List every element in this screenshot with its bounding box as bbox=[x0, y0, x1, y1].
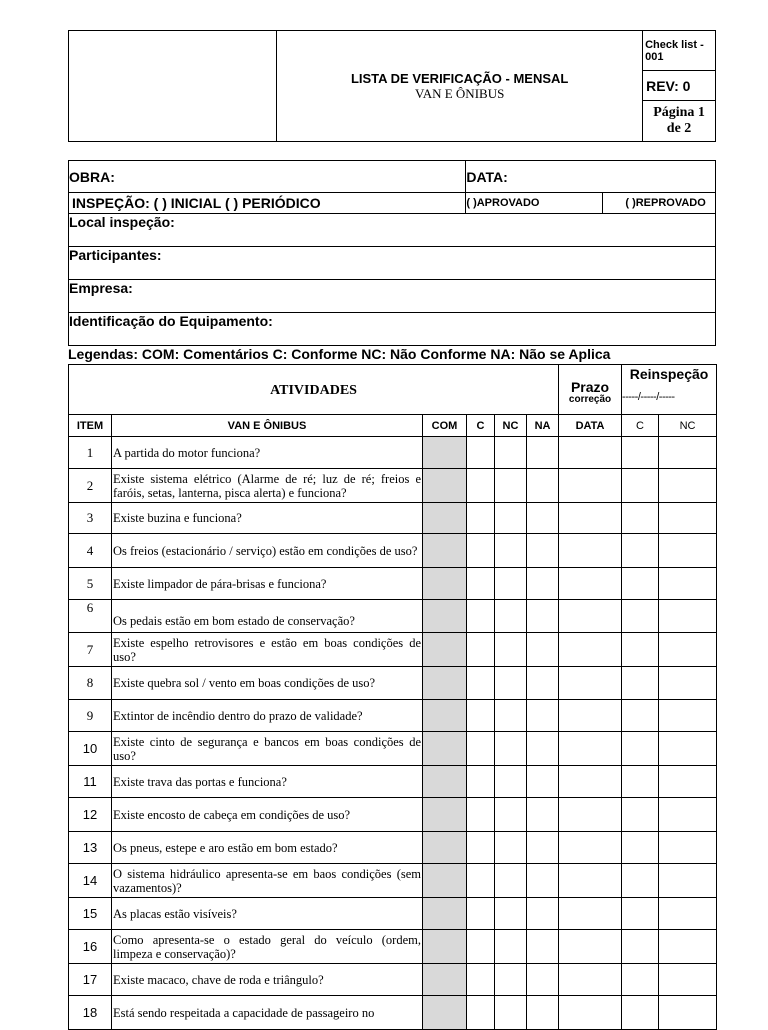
legend: Legendas: COM: Comentários C: Conforme NC: Não Conforme NA: Não se Aplica bbox=[68, 346, 611, 362]
na-cell[interactable] bbox=[527, 766, 559, 798]
table-row bbox=[69, 732, 717, 766]
reinspection-nc-cell[interactable] bbox=[659, 700, 717, 732]
c-cell[interactable] bbox=[467, 568, 495, 600]
c-cell[interactable] bbox=[467, 667, 495, 700]
date-cell[interactable] bbox=[559, 798, 622, 832]
item-number: 4 bbox=[69, 534, 112, 568]
na-cell[interactable] bbox=[527, 700, 559, 732]
reinspection-nc-cell[interactable] bbox=[659, 469, 717, 503]
revision: REV: 0 bbox=[643, 71, 716, 101]
table-row bbox=[69, 930, 717, 964]
column-headers bbox=[69, 415, 717, 437]
nc-cell[interactable] bbox=[495, 996, 527, 1030]
com-cell[interactable] bbox=[423, 469, 467, 503]
date-cell[interactable] bbox=[559, 700, 622, 732]
c-cell[interactable] bbox=[467, 600, 495, 633]
c-cell[interactable] bbox=[467, 798, 495, 832]
com-cell[interactable] bbox=[423, 766, 467, 798]
col-reinsp-nc: NC bbox=[659, 415, 717, 437]
table-row bbox=[69, 667, 717, 700]
item-description: Existe limpador de pára-brisas e funciona? bbox=[112, 568, 423, 600]
reinspection-c-cell[interactable] bbox=[622, 667, 659, 700]
reinspection-nc-cell[interactable] bbox=[659, 832, 717, 864]
reinspection-c-cell[interactable] bbox=[622, 798, 659, 832]
nc-cell[interactable] bbox=[495, 832, 527, 864]
logo-cell bbox=[69, 31, 277, 142]
col-reinsp-c: C bbox=[622, 415, 659, 437]
c-cell[interactable] bbox=[467, 534, 495, 568]
reinspection-nc-cell[interactable] bbox=[659, 503, 717, 534]
nc-cell[interactable] bbox=[495, 700, 527, 732]
com-cell[interactable] bbox=[423, 633, 467, 667]
item-number: 15 bbox=[69, 898, 112, 930]
reinspection-nc-cell[interactable] bbox=[659, 600, 717, 633]
nc-cell[interactable] bbox=[495, 964, 527, 996]
date-cell[interactable] bbox=[559, 600, 622, 633]
date-cell[interactable] bbox=[559, 503, 622, 534]
info-table bbox=[68, 160, 716, 346]
table-row bbox=[69, 832, 717, 864]
reinspection-nc-cell[interactable] bbox=[659, 732, 717, 766]
na-cell[interactable] bbox=[527, 930, 559, 964]
reinspection-c-cell[interactable] bbox=[622, 864, 659, 898]
com-cell[interactable] bbox=[423, 568, 467, 600]
nc-cell[interactable] bbox=[495, 864, 527, 898]
document-subtitle: VAN E ÔNIBUS bbox=[414, 85, 505, 101]
nc-cell[interactable] bbox=[495, 798, 527, 832]
c-cell[interactable] bbox=[467, 503, 495, 534]
com-cell[interactable] bbox=[423, 503, 467, 534]
com-cell[interactable] bbox=[423, 700, 467, 732]
table-row bbox=[69, 996, 717, 1030]
date-cell[interactable] bbox=[559, 930, 622, 964]
col-c: C bbox=[467, 415, 495, 437]
nc-cell[interactable] bbox=[495, 534, 527, 568]
reinspection-c-cell[interactable] bbox=[622, 437, 659, 469]
nc-cell[interactable] bbox=[495, 437, 527, 469]
reinspection-c-cell[interactable] bbox=[622, 469, 659, 503]
date-cell[interactable] bbox=[559, 964, 622, 996]
na-cell[interactable] bbox=[527, 437, 559, 469]
table-row bbox=[69, 700, 717, 732]
item-description: Os pedais estão em bom estado de conservação? bbox=[112, 600, 423, 633]
table-row bbox=[69, 633, 717, 667]
item-description: Existe encosto de cabeça em condições de uso? bbox=[112, 798, 423, 832]
na-cell[interactable] bbox=[527, 964, 559, 996]
na-cell[interactable] bbox=[527, 667, 559, 700]
date-cell[interactable] bbox=[559, 534, 622, 568]
reinspection-nc-cell[interactable] bbox=[659, 898, 717, 930]
com-cell[interactable] bbox=[423, 732, 467, 766]
table-row bbox=[69, 964, 717, 996]
nc-cell[interactable] bbox=[495, 600, 527, 633]
table-row bbox=[69, 600, 717, 633]
item-description: Existe espelho retrovisores e estão em boas condições de uso? bbox=[112, 633, 423, 667]
rejected-checkbox[interactable]: ( )REPROVADO bbox=[603, 193, 716, 214]
title-cell bbox=[277, 31, 643, 142]
com-cell[interactable] bbox=[423, 864, 467, 898]
table-row bbox=[69, 437, 717, 469]
com-cell[interactable] bbox=[423, 667, 467, 700]
item-description: Está sendo respeitada a capacidade de passageiro no bbox=[112, 996, 423, 1030]
nc-cell[interactable] bbox=[495, 732, 527, 766]
col-data: DATA bbox=[559, 415, 622, 437]
reinspection-nc-cell[interactable] bbox=[659, 996, 717, 1030]
reinspection-c-cell[interactable] bbox=[622, 732, 659, 766]
participants-field[interactable]: Participantes: bbox=[69, 247, 716, 280]
com-cell[interactable] bbox=[423, 534, 467, 568]
c-cell[interactable] bbox=[467, 700, 495, 732]
table-row bbox=[69, 534, 717, 568]
com-cell[interactable] bbox=[423, 600, 467, 633]
item-number: 1 bbox=[69, 437, 112, 469]
page-number: Página 1 de 2 bbox=[643, 101, 716, 142]
date-cell[interactable] bbox=[559, 568, 622, 600]
na-cell[interactable] bbox=[527, 568, 559, 600]
reinspection-c-cell[interactable] bbox=[622, 568, 659, 600]
na-cell[interactable] bbox=[527, 996, 559, 1030]
item-number: 13 bbox=[69, 832, 112, 864]
item-number: 7 bbox=[69, 633, 112, 667]
com-cell[interactable] bbox=[423, 798, 467, 832]
c-cell[interactable] bbox=[467, 964, 495, 996]
date-cell[interactable] bbox=[559, 898, 622, 930]
item-number: 10 bbox=[69, 732, 112, 766]
reinspection-nc-cell[interactable] bbox=[659, 534, 717, 568]
reinspection-nc-cell[interactable] bbox=[659, 766, 717, 798]
nc-cell[interactable] bbox=[495, 469, 527, 503]
nc-cell[interactable] bbox=[495, 568, 527, 600]
reinspection-nc-cell[interactable] bbox=[659, 667, 717, 700]
reinspection-c-cell[interactable] bbox=[622, 898, 659, 930]
date-cell[interactable] bbox=[559, 667, 622, 700]
na-cell[interactable] bbox=[527, 898, 559, 930]
table-row bbox=[69, 898, 717, 930]
table-row bbox=[69, 469, 717, 503]
item-description: Extintor de incêndio dentro do prazo de validade? bbox=[112, 700, 423, 732]
na-cell[interactable] bbox=[527, 633, 559, 667]
c-cell[interactable] bbox=[467, 832, 495, 864]
c-cell[interactable] bbox=[467, 864, 495, 898]
na-cell[interactable] bbox=[527, 503, 559, 534]
date-cell[interactable] bbox=[559, 832, 622, 864]
inspection-type-field[interactable]: INSPEÇÃO: ( ) INICIAL ( ) PERIÓDICO bbox=[69, 193, 466, 214]
c-cell[interactable] bbox=[467, 633, 495, 667]
checklist-code: Check list - 001 bbox=[643, 31, 716, 71]
item-number: 12 bbox=[69, 798, 112, 832]
item-number: 2 bbox=[69, 469, 112, 503]
na-cell[interactable] bbox=[527, 832, 559, 864]
item-number: 17 bbox=[69, 964, 112, 996]
c-cell[interactable] bbox=[467, 898, 495, 930]
c-cell[interactable] bbox=[467, 766, 495, 798]
item-description: Existe quebra sol / vento em boas condições de uso? bbox=[112, 667, 423, 700]
date-cell[interactable] bbox=[559, 469, 622, 503]
nc-cell[interactable] bbox=[495, 930, 527, 964]
na-cell[interactable] bbox=[527, 600, 559, 633]
reinspection-c-cell[interactable] bbox=[622, 503, 659, 534]
col-item: ITEM bbox=[69, 415, 112, 437]
data-field[interactable]: DATA: bbox=[466, 161, 716, 193]
item-number: 8 bbox=[69, 667, 112, 700]
header-table bbox=[68, 30, 716, 142]
reinspection-nc-cell[interactable] bbox=[659, 930, 717, 964]
com-cell[interactable] bbox=[423, 996, 467, 1030]
item-number: 9 bbox=[69, 700, 112, 732]
table-row bbox=[69, 766, 717, 798]
date-cell[interactable] bbox=[559, 864, 622, 898]
na-cell[interactable] bbox=[527, 732, 559, 766]
item-description: Existe cinto de segurança e bancos em boas condições de uso? bbox=[112, 732, 423, 766]
item-number: 5 bbox=[69, 568, 112, 600]
item-description: Existe macaco, chave de roda e triângulo? bbox=[112, 964, 423, 996]
obra-field[interactable]: OBRA: bbox=[69, 161, 466, 193]
col-na: NA bbox=[527, 415, 559, 437]
date-cell[interactable] bbox=[559, 732, 622, 766]
na-cell[interactable] bbox=[527, 534, 559, 568]
col-van: VAN E ÔNIBUS bbox=[112, 415, 423, 437]
date-cell[interactable] bbox=[559, 633, 622, 667]
document-title: LISTA DE VERIFICAÇÃO - MENSAL bbox=[350, 70, 569, 86]
com-cell[interactable] bbox=[423, 898, 467, 930]
activities-header: ATIVIDADES bbox=[69, 365, 559, 415]
table-row bbox=[69, 798, 717, 832]
approved-checkbox[interactable]: ( )APROVADO bbox=[466, 193, 603, 214]
table-row bbox=[69, 568, 717, 600]
item-description: Os pneus, estepe e aro estão em bom estado? bbox=[112, 832, 423, 864]
date-cell[interactable] bbox=[559, 996, 622, 1030]
item-description: As placas estão visíveis? bbox=[112, 898, 423, 930]
c-cell[interactable] bbox=[467, 930, 495, 964]
com-cell[interactable] bbox=[423, 437, 467, 469]
deadline-header: Prazo correção bbox=[559, 365, 622, 415]
item-description: Existe sistema elétrico (Alarme de ré; luz de ré; freios e faróis, setas, lanterna, pisca alerta) e funciona? bbox=[112, 469, 423, 503]
reinspection-header: Reinspeção -----/-----/----- bbox=[622, 365, 717, 415]
reinspection-nc-cell[interactable] bbox=[659, 568, 717, 600]
date-cell[interactable] bbox=[559, 437, 622, 469]
reinspection-c-cell[interactable] bbox=[622, 930, 659, 964]
com-cell[interactable] bbox=[423, 930, 467, 964]
c-cell[interactable] bbox=[467, 437, 495, 469]
com-cell[interactable] bbox=[423, 964, 467, 996]
item-number: 14 bbox=[69, 864, 112, 898]
item-description: Os freios (estacionário / serviço) estão em condições de uso? bbox=[112, 534, 423, 568]
reinspection-c-cell[interactable] bbox=[622, 600, 659, 633]
reinspection-nc-cell[interactable] bbox=[659, 964, 717, 996]
col-com: COM bbox=[423, 415, 467, 437]
item-number: 16 bbox=[69, 930, 112, 964]
c-cell[interactable] bbox=[467, 469, 495, 503]
reinspection-nc-cell[interactable] bbox=[659, 633, 717, 667]
item-description: Existe trava das portas e funciona? bbox=[112, 766, 423, 798]
nc-cell[interactable] bbox=[495, 503, 527, 534]
date-cell[interactable] bbox=[559, 766, 622, 798]
table-row bbox=[69, 503, 717, 534]
item-description: Como apresenta-se o estado geral do veículo (ordem, limpeza e conservação)? bbox=[112, 930, 423, 964]
nc-cell[interactable] bbox=[495, 766, 527, 798]
reinspection-nc-cell[interactable] bbox=[659, 437, 717, 469]
nc-cell[interactable] bbox=[495, 667, 527, 700]
equipment-id-field[interactable]: Identificação do Equipamento: bbox=[69, 313, 716, 346]
item-number: 6 bbox=[69, 600, 112, 633]
item-description: Existe buzina e funciona? bbox=[112, 503, 423, 534]
reinspection-c-cell[interactable] bbox=[622, 534, 659, 568]
reinspection-nc-cell[interactable] bbox=[659, 864, 717, 898]
na-cell[interactable] bbox=[527, 469, 559, 503]
checklist-table bbox=[68, 364, 717, 1030]
c-cell[interactable] bbox=[467, 996, 495, 1030]
col-nc: NC bbox=[495, 415, 527, 437]
reinspection-c-cell[interactable] bbox=[622, 832, 659, 864]
item-description: O sistema hidráulico apresenta-se em baos condições (sem vazamentos)? bbox=[112, 864, 423, 898]
reinspection-c-cell[interactable] bbox=[622, 996, 659, 1030]
item-number: 11 bbox=[69, 766, 112, 798]
com-cell[interactable] bbox=[423, 832, 467, 864]
reinspection-c-cell[interactable] bbox=[622, 964, 659, 996]
item-number: 18 bbox=[69, 996, 112, 1030]
table-row bbox=[69, 864, 717, 898]
item-number: 3 bbox=[69, 503, 112, 534]
item-description: A partida do motor funciona? bbox=[112, 437, 423, 469]
company-field[interactable]: Empresa: bbox=[69, 280, 716, 313]
na-cell[interactable] bbox=[527, 864, 559, 898]
nc-cell[interactable] bbox=[495, 633, 527, 667]
reinspection-c-cell[interactable] bbox=[622, 766, 659, 798]
local-inspection-field[interactable]: Local inspeção: bbox=[69, 214, 716, 247]
reinspection-c-cell[interactable] bbox=[622, 633, 659, 667]
c-cell[interactable] bbox=[467, 732, 495, 766]
reinspection-c-cell[interactable] bbox=[622, 700, 659, 732]
na-cell[interactable] bbox=[527, 798, 559, 832]
nc-cell[interactable] bbox=[495, 898, 527, 930]
reinspection-nc-cell[interactable] bbox=[659, 798, 717, 832]
